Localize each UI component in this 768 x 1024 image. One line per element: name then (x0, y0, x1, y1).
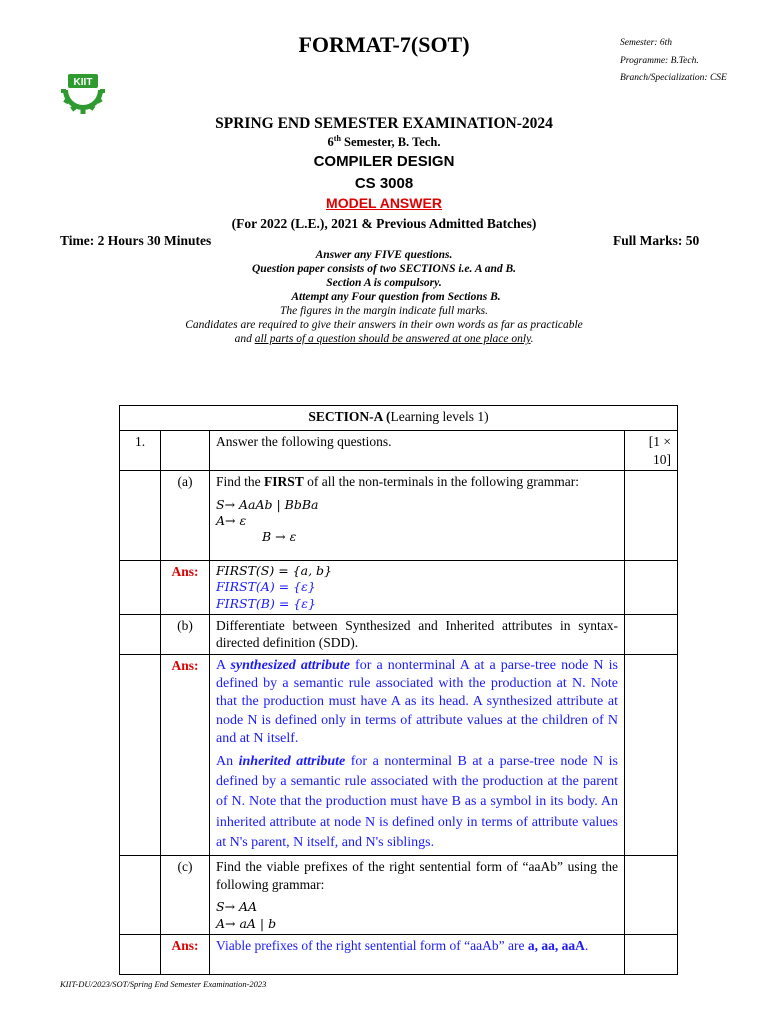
full-marks: Full Marks: 50 (613, 233, 700, 248)
answer-b-label: Ans: (161, 654, 210, 855)
kiit-logo (58, 72, 108, 116)
part-a-question: Find the FIRST of all the non-terminals in the following grammar: S→ AaAb | BbBa A→ ε B → ε (210, 471, 625, 561)
part-b-question: Differentiate between Synthesized and Inherited attributes in syntax-directed definition (SDD). (210, 614, 625, 654)
part-b-answer (210, 654, 625, 855)
question-marks: [1 × 10] (625, 431, 678, 471)
grammar-c-line-1: S→ AA (216, 899, 258, 915)
page-footer: KIIT-DU/2023/SOT/Spring End Semester Examination-2023 (60, 979, 267, 989)
instruction-7: and all parts of a question should be answered at one place only. (234, 333, 534, 345)
question-number: 1. (120, 431, 161, 471)
section-a-table (119, 405, 678, 975)
first-s: FIRST(S) = {a, b} (216, 563, 332, 579)
meta-branch: Branch/Specialization: CSE (620, 73, 727, 83)
part-a-answer (210, 561, 625, 615)
svg-text:KIIT: KIIT (73, 77, 93, 88)
inherited-definition: An inherited attribute for a nonterminal B at a parse-tree node N is defined by a semantic rule associated with the production at the parent of N. Note that the production must have B as a symbol in its body. An inherited attribute at node N is defined only in terms of attribute values at N's parent, N itself, and N's siblings. (216, 753, 619, 851)
instruction-1: Answer any FIVE questions. (315, 249, 453, 261)
instruction-3: Section A is compulsory. (326, 277, 442, 289)
first-a: FIRST(A) = {ε} (216, 579, 316, 595)
synthesized-definition: A synthesized attribute for a nonterminal A at a parse-tree node N is defined by a semantic rule associated with the production at N. Note that the production must have A as its head. A synthesized attribute at node N is defined only in terms of attribute values at the children of N and at N itself. (216, 657, 618, 746)
answer-a-label: Ans: (161, 561, 210, 615)
section-a-heading: SECTION-A (Learning levels 1) (120, 406, 678, 431)
instruction-6: Candidates are required to give their answers in their own words as far as practicable (185, 319, 583, 331)
part-a-label: (a) (161, 471, 210, 561)
grammar-a-line-3: B → ε (262, 529, 297, 545)
batches-line: (For 2022 (L.E.), 2021 & Previous Admitted Batches) (231, 216, 537, 231)
time-line: Time: 2 Hours 30 Minutes (60, 233, 212, 248)
grammar-a-line-2: A→ ε (216, 512, 247, 528)
question-text: Answer the following questions. (210, 431, 625, 471)
course-code: CS 3008 (354, 175, 414, 192)
part-b-label: (b) (161, 614, 210, 654)
part-c-label: (c) (161, 856, 210, 935)
first-b: FIRST(B) = {ε} (216, 595, 316, 611)
model-answer-label: MODEL ANSWER (326, 195, 442, 211)
answer-c-label: Ans: (161, 934, 210, 974)
exam-title: SPRING END SEMESTER EXAMINATION-2024 (215, 115, 553, 132)
meta-programme: Programme: B.Tech. (620, 56, 699, 66)
meta-semester: Semester: 6th (620, 38, 672, 48)
format-title: FORMAT-7(SOT) (298, 32, 470, 57)
instruction-2: Question paper consists of two SECTIONS i.e. A and B. (251, 263, 517, 275)
grammar-c-line-2: A→ aA | b (216, 915, 277, 931)
course-name: COMPILER DESIGN (313, 153, 455, 170)
instruction-5: The figures in the margin indicate full marks. (279, 305, 489, 317)
semester-line: 6th Semester, B. Tech. (327, 134, 441, 150)
part-c-answer: Viable prefixes of the right sentential form of “aaAb” are a, aa, aaA. (210, 934, 625, 974)
grammar-a-line-1: S→ AaAb | BbBa (216, 496, 319, 512)
instruction-4: Attempt any Four question from Sections B. (291, 291, 501, 303)
part-c-question: Find the viable prefixes of the right sentential form of “aaAb” using the following grammar: S→ AA A→ aA | b (210, 856, 625, 935)
